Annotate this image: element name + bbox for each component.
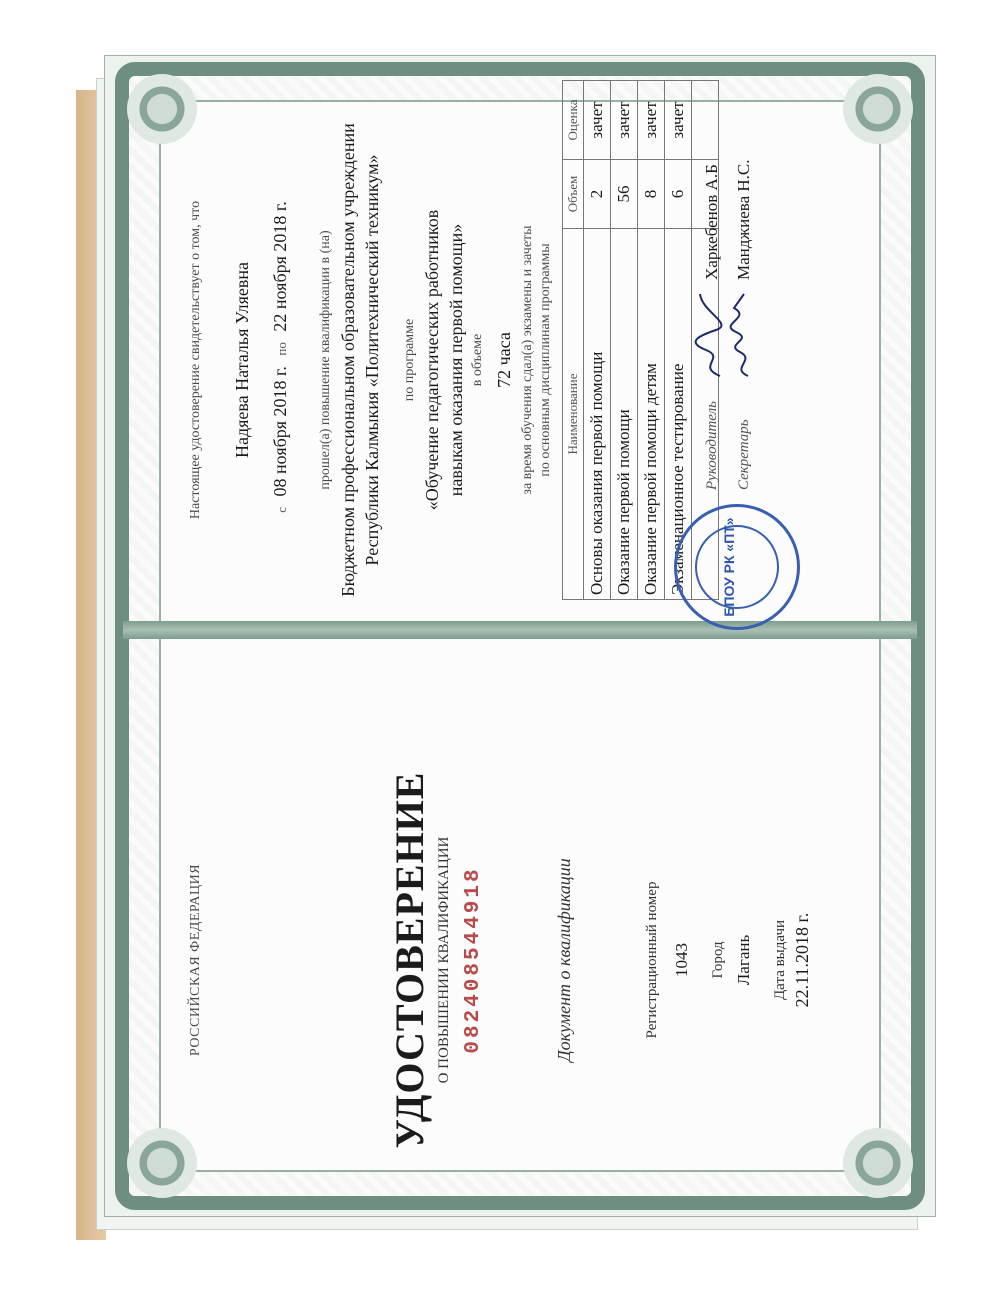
- to-prefix: по: [274, 342, 289, 356]
- from-year: 2018 г.: [270, 366, 290, 417]
- grades-header-row: [563, 81, 584, 600]
- from-prefix: с: [274, 506, 289, 513]
- program-line-2: навыкам оказания первой помощи»: [446, 223, 466, 497]
- head-name: Харкебенов А.Б: [702, 164, 721, 280]
- country-label: РОССИЙСКАЯ ФЕДЕРАЦИЯ: [188, 863, 203, 1057]
- exam-text-line-2: по основным дисциплинам программы: [538, 243, 553, 477]
- stamp-inner-ring: [695, 525, 779, 609]
- passed-text: прошел(а) повышение квалификации в (на): [318, 230, 333, 490]
- subject-name: Оказание первой помощи: [611, 229, 638, 600]
- stamp-center-text: БПОУ РК «ПТ»: [721, 517, 737, 617]
- from-day: 08 ноября: [270, 420, 290, 497]
- exam-text-line-1: за время обучения сдал(а) экзамены и зачеты: [520, 225, 535, 495]
- issue-date-value: 22.11.2018 г.: [792, 912, 812, 1008]
- table-row: [665, 81, 692, 600]
- city-label: Город: [710, 941, 726, 979]
- hours-value: 72 часа: [494, 332, 514, 388]
- secretary-signature-icon: [724, 290, 760, 380]
- holder-name: Надяева Наталья Уляевна: [232, 262, 252, 458]
- program-label: по программе: [402, 318, 417, 402]
- header-grade: Оценка: [563, 81, 584, 160]
- city-value: Лагань: [734, 934, 753, 986]
- training-period: [270, 80, 291, 640]
- to-date: 22 ноября 2018 г.: [270, 201, 290, 332]
- certificate-subtitle: О ПОВЫШЕНИИ КВАЛИФИКАЦИИ: [436, 836, 452, 1084]
- subject-grade: зачет: [638, 81, 665, 160]
- subject-volume: 56: [611, 160, 638, 229]
- secretary-signature-row: [732, 90, 762, 490]
- official-stamp-icon: [674, 504, 800, 630]
- subject-name: Экзаменационное тестирование: [665, 229, 692, 600]
- head-role: Руководитель: [704, 401, 720, 490]
- program-line-1: «Обучение педагогических работников: [422, 209, 442, 511]
- table-row: [584, 81, 611, 600]
- subject-volume: 2: [584, 160, 611, 229]
- head-signature-icon: [692, 290, 728, 380]
- document-type: Документ о квалификации: [554, 858, 574, 1062]
- left-page: [140, 720, 812, 1200]
- table-row: [638, 81, 665, 600]
- serial-number: 082408544918: [462, 866, 485, 1054]
- table-row: [611, 81, 638, 600]
- header-name: Наименование: [563, 229, 584, 600]
- certificate-title: УДОСТОВЕРЕНИЕ: [387, 771, 432, 1149]
- subject-volume: 6: [665, 160, 692, 229]
- header-volume: Объем: [563, 160, 584, 229]
- registration-label: Регистрационный номер: [644, 881, 660, 1039]
- rotated-content: [140, 90, 812, 1200]
- secretary-name: Манджиева Н.С.: [734, 159, 753, 280]
- subject-name: Оказание первой помощи детям: [638, 229, 665, 600]
- subject-name: Основы оказания первой помощи: [584, 229, 611, 600]
- subject-grade: зачет: [611, 81, 638, 160]
- corner-ornament-icon: [843, 1128, 913, 1198]
- subject-volume: 8: [638, 160, 665, 229]
- volume-label: в объеме: [470, 333, 485, 387]
- organization-line-2: Республики Калмыкия «Политехнический техникум»: [362, 154, 382, 566]
- issue-date-label: Дата выдачи: [772, 919, 788, 1001]
- secretary-role: Секретарь: [736, 419, 752, 490]
- right-page: [140, 80, 800, 640]
- subject-grade: зачет: [665, 81, 692, 160]
- intro-text: Настоящее удостоверение свидетельствует о том, что: [188, 200, 203, 520]
- subject-grade: зачет: [584, 81, 611, 160]
- organization-line-1: Бюджетном профессиональном образовательном учреждении: [338, 123, 358, 597]
- registration-number: 1043: [672, 943, 691, 977]
- corner-ornament-icon: [843, 74, 913, 144]
